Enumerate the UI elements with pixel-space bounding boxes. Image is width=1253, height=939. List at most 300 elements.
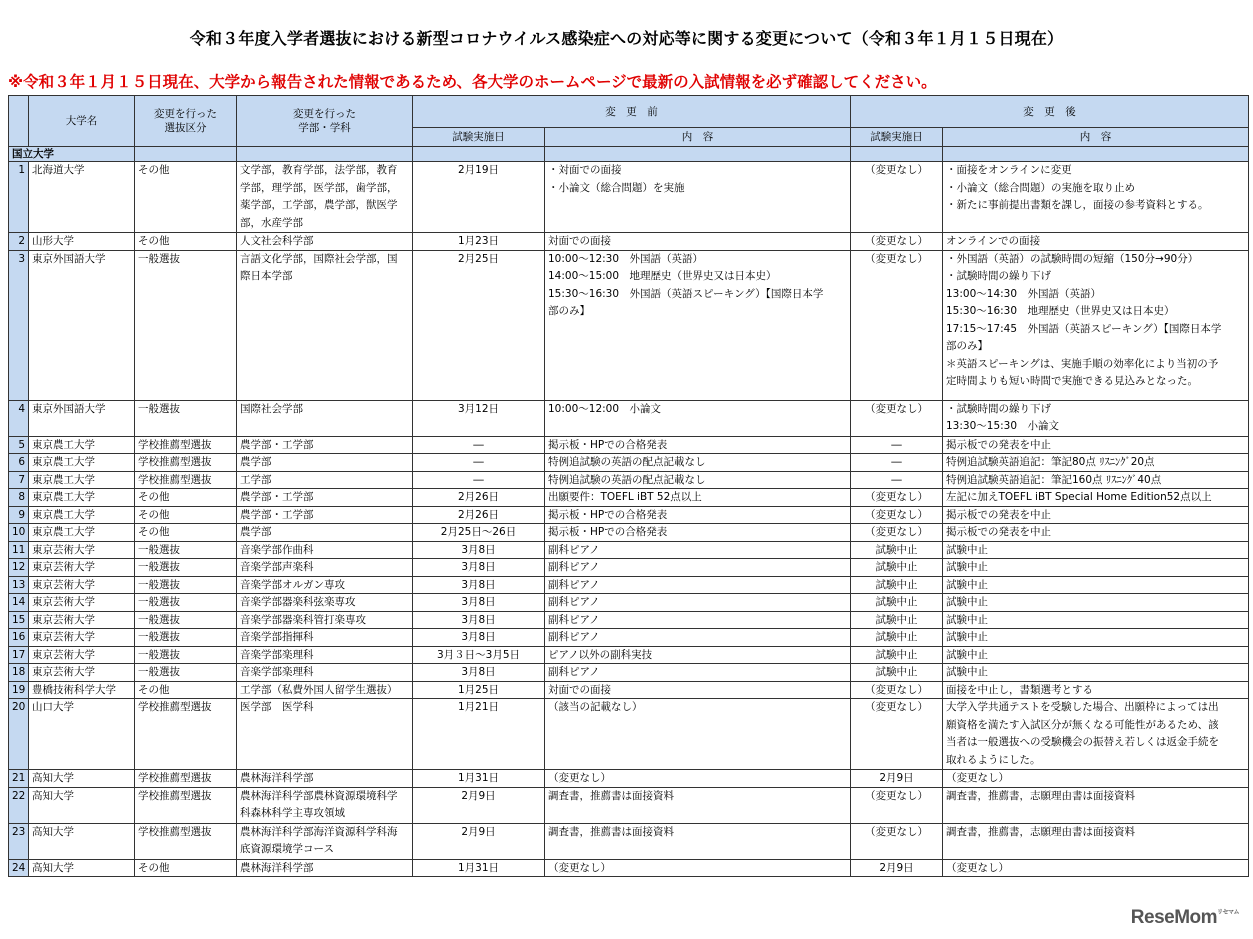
content-after-line: 掲示板での発表を中止 xyxy=(946,508,1051,521)
date-after: （変更なし） xyxy=(851,787,943,823)
date-before: ― xyxy=(413,436,545,454)
content-after xyxy=(943,859,1249,877)
university-name: 東京芸術大学 xyxy=(29,611,135,629)
date-after: ― xyxy=(851,471,943,489)
content-after xyxy=(943,664,1249,682)
content-after xyxy=(943,646,1249,664)
content-after xyxy=(943,506,1249,524)
selection-category: 一般選抜 xyxy=(135,646,237,664)
university-name: 東京農工大学 xyxy=(29,524,135,542)
date-before: 1月31日 xyxy=(413,859,545,877)
faculty xyxy=(237,559,413,577)
date-after: （変更なし） xyxy=(851,699,943,770)
faculty xyxy=(237,859,413,877)
content-before-line: 副科ピアノ xyxy=(548,561,600,573)
content-before-line: 対面での面接 xyxy=(548,683,611,696)
faculty-line: 音楽学部作曲科 xyxy=(240,543,314,556)
date-before: 3月8日 xyxy=(413,611,545,629)
content-before xyxy=(545,859,851,877)
header-category-line1: 変更を行った xyxy=(154,108,217,120)
row-number: 24 xyxy=(9,859,29,877)
faculty-line: 音楽学部楽理科 xyxy=(240,648,314,661)
row-number: 6 xyxy=(9,454,29,472)
date-after: （変更なし） xyxy=(851,506,943,524)
content-before xyxy=(545,233,851,251)
faculty-line: 際日本学部 xyxy=(240,270,293,282)
content-after-line: ・小論文（総合問題）の実施を取り止め xyxy=(946,181,1135,194)
row-number: 13 xyxy=(9,576,29,594)
date-after: （変更なし） xyxy=(851,400,943,436)
faculty xyxy=(237,611,413,629)
date-after: （変更なし） xyxy=(851,681,943,699)
row-number: 9 xyxy=(9,506,29,524)
table-row xyxy=(9,664,1249,682)
university-name: 東京芸術大学 xyxy=(29,541,135,559)
selection-category: 一般選抜 xyxy=(135,594,237,612)
date-after: ― xyxy=(851,454,943,472)
selection-category: その他 xyxy=(135,506,237,524)
row-number: 3 xyxy=(9,250,29,400)
university-name: 高知大学 xyxy=(29,787,135,823)
content-before xyxy=(545,524,851,542)
table-row xyxy=(9,233,1249,251)
header-content-after: 内 容 xyxy=(943,128,1249,147)
university-name: 東京芸術大学 xyxy=(29,576,135,594)
content-after-line: 左記に加えTOEFL iBT Special Home Edition52点以上 xyxy=(946,491,1212,503)
table-row xyxy=(9,559,1249,577)
content-before xyxy=(545,489,851,507)
faculty-line: 農林海洋科学部海洋資源科学科海 xyxy=(240,825,398,838)
content-after-line: ・面接をオンラインに変更 xyxy=(946,164,1072,176)
faculty-line: 音楽学部指揮科 xyxy=(240,631,314,643)
faculty xyxy=(237,541,413,559)
row-number: 18 xyxy=(9,664,29,682)
date-before: 2月19日 xyxy=(413,162,545,233)
university-name: 東京芸術大学 xyxy=(29,559,135,577)
content-after-line: 試験中止 xyxy=(946,613,988,626)
table-row xyxy=(9,699,1249,770)
faculty-line: 工学部 xyxy=(240,473,272,486)
content-before-line: 10:00～12:00 小論文 xyxy=(548,402,662,415)
row-number: 10 xyxy=(9,524,29,542)
content-before-line: 特例追試験の英語の配点記載なし xyxy=(548,473,706,486)
selection-category: 一般選抜 xyxy=(135,400,237,436)
content-after-line: 取れるようにした。 xyxy=(946,753,1041,766)
selection-category: 一般選抜 xyxy=(135,611,237,629)
faculty-line: 農林海洋科学部農林資源環境科学 xyxy=(240,789,398,802)
content-after xyxy=(943,681,1249,699)
content-after-line: 定時間よりも短い時間で実施できる見込みとなった。 xyxy=(946,375,1198,387)
faculty-line: 農学部 xyxy=(240,456,272,468)
faculty-line: 文学部，教育学部，法学部，教育 xyxy=(240,164,398,176)
content-after-line: 面接を中止し，書類選考とする xyxy=(946,683,1093,696)
content-after-line: ・新たに事前提出書類を課し，面接の参考資料とする。 xyxy=(946,199,1209,211)
selection-category: 一般選抜 xyxy=(135,664,237,682)
content-before xyxy=(545,454,851,472)
table-row xyxy=(9,646,1249,664)
selection-category: 一般選抜 xyxy=(135,250,237,400)
date-after: 試験中止 xyxy=(851,646,943,664)
content-before xyxy=(545,250,851,400)
faculty xyxy=(237,594,413,612)
table-row xyxy=(9,524,1249,542)
date-after: 試験中止 xyxy=(851,594,943,612)
selection-category: その他 xyxy=(135,859,237,877)
content-after-line: 13:30～15:30 小論文 xyxy=(946,420,1060,432)
row-number: 22 xyxy=(9,787,29,823)
table-row xyxy=(9,629,1249,647)
content-before xyxy=(545,559,851,577)
university-name: 山形大学 xyxy=(29,233,135,251)
faculty-line: 農林海洋科学部 xyxy=(240,861,314,874)
content-after xyxy=(943,162,1249,233)
content-before-line: 部のみ】 xyxy=(548,305,590,317)
content-after xyxy=(943,400,1249,436)
table-row xyxy=(9,400,1249,436)
date-before: 1月31日 xyxy=(413,770,545,788)
faculty-line: 農林海洋科学部 xyxy=(240,772,314,784)
faculty xyxy=(237,436,413,454)
date-after: 2月9日 xyxy=(851,859,943,877)
content-before xyxy=(545,436,851,454)
faculty xyxy=(237,162,413,233)
content-after xyxy=(943,524,1249,542)
content-after xyxy=(943,770,1249,788)
date-after: 試験中止 xyxy=(851,576,943,594)
header-after: 変 更 後 xyxy=(851,96,1249,128)
faculty-line: 科森林科学主専攻領域 xyxy=(240,807,345,819)
row-number: 12 xyxy=(9,559,29,577)
content-after xyxy=(943,436,1249,454)
date-after: （変更なし） xyxy=(851,524,943,542)
row-number: 11 xyxy=(9,541,29,559)
content-after-line: 大学入学共通テストを受験した場合、出願枠によっては出 xyxy=(946,701,1219,713)
faculty-line: 農学部・工学部 xyxy=(240,491,314,503)
selection-category: 学校推薦型選抜 xyxy=(135,699,237,770)
row-number: 5 xyxy=(9,436,29,454)
date-after: （変更なし） xyxy=(851,250,943,400)
header-category-line2: 選抜区分 xyxy=(164,122,207,134)
faculty-line: 人文社会科学部 xyxy=(240,235,314,247)
university-name: 東京農工大学 xyxy=(29,489,135,507)
content-after xyxy=(943,233,1249,251)
content-after xyxy=(943,787,1249,823)
university-name: 高知大学 xyxy=(29,823,135,859)
page-title: 令和３年度入学者選抜における新型コロナウイルス感染症への対応等に関する変更について（令和３年１月１５日現在） xyxy=(189,29,1064,48)
content-after-line: 15:30～16:30 地理歴史（世界史又は日本史） xyxy=(946,305,1175,317)
content-after-line: 特例追試験英語追記：筆記160点 ﾘｽﾆﾝｸﾞ40点 xyxy=(946,473,1162,486)
selection-category: 学校推薦型選抜 xyxy=(135,436,237,454)
date-before: 1月21日 xyxy=(413,699,545,770)
content-before-line: 調査書，推薦書は面接資料 xyxy=(548,825,674,838)
date-after: （変更なし） xyxy=(851,823,943,859)
table-row xyxy=(9,454,1249,472)
date-before: 2月26日 xyxy=(413,489,545,507)
row-number: 8 xyxy=(9,489,29,507)
table-row xyxy=(9,611,1249,629)
header-index xyxy=(9,96,29,147)
selection-category: 学校推薦型選抜 xyxy=(135,471,237,489)
date-after: （変更なし） xyxy=(851,162,943,233)
content-after-line: 願資格を満たす入試区分が無くなる可能性があるため、該 xyxy=(946,718,1219,731)
row-number: 23 xyxy=(9,823,29,859)
table-row xyxy=(9,787,1249,823)
faculty xyxy=(237,233,413,251)
date-before: 3月8日 xyxy=(413,664,545,682)
content-after xyxy=(943,541,1249,559)
content-before xyxy=(545,471,851,489)
faculty xyxy=(237,681,413,699)
selection-category: 学校推薦型選抜 xyxy=(135,787,237,823)
selection-category: その他 xyxy=(135,233,237,251)
content-before xyxy=(545,162,851,233)
faculty xyxy=(237,699,413,770)
section-label: 国立大学 xyxy=(9,147,135,162)
table-row xyxy=(9,770,1249,788)
content-before-line: ピアノ以外の副科実技 xyxy=(548,648,653,661)
faculty xyxy=(237,787,413,823)
date-before: 2月9日 xyxy=(413,787,545,823)
content-after xyxy=(943,250,1249,400)
date-before: 1月23日 xyxy=(413,233,545,251)
faculty-line: 言語文化学部，国際社会学部，国 xyxy=(240,252,398,265)
date-after: 試験中止 xyxy=(851,611,943,629)
content-before-line: 14:00～15:00 地理歴史（世界史又は日本史） xyxy=(548,270,777,282)
faculty-line: 音楽学部器楽科管打楽専攻 xyxy=(240,613,366,626)
content-before-line: 副科ピアノ xyxy=(548,613,600,626)
content-before xyxy=(545,699,851,770)
selection-category: 学校推薦型選抜 xyxy=(135,823,237,859)
content-before-line: 調査書，推薦書は面接資料 xyxy=(548,789,674,802)
faculty-line: 部，水産学部 xyxy=(240,216,303,229)
faculty xyxy=(237,471,413,489)
row-number: 21 xyxy=(9,770,29,788)
content-after-line: ＊英語スピーキングは、実施手順の効率化により当初の予 xyxy=(946,357,1219,370)
header-before: 変 更 前 xyxy=(413,96,851,128)
date-after: ― xyxy=(851,436,943,454)
table-row xyxy=(9,489,1249,507)
logo-text: ReseMom xyxy=(1130,907,1218,928)
university-name: 山口大学 xyxy=(29,699,135,770)
selection-category: 一般選抜 xyxy=(135,541,237,559)
content-before-line: 15:30～16:30 外国語（英語スピーキング）【国際日本学 xyxy=(548,287,824,300)
faculty xyxy=(237,400,413,436)
faculty xyxy=(237,629,413,647)
table-row xyxy=(9,576,1249,594)
faculty-line: 農学部・工学部 xyxy=(240,438,314,451)
content-after-line: （変更なし） xyxy=(946,861,1009,874)
content-before xyxy=(545,576,851,594)
university-name: 豊橋技術科学大学 xyxy=(29,681,135,699)
table-row xyxy=(9,859,1249,877)
row-number: 7 xyxy=(9,471,29,489)
content-after-line: 17:15～17:45 外国語（英語スピーキング）【国際日本学 xyxy=(946,322,1222,335)
content-after-line: ・試験時間の繰り下げ xyxy=(946,270,1051,282)
content-before-line: 対面での面接 xyxy=(548,235,611,247)
date-before: 3月8日 xyxy=(413,559,545,577)
university-name: 高知大学 xyxy=(29,770,135,788)
content-after-line: 掲示板での発表を中止 xyxy=(946,526,1051,538)
row-number: 4 xyxy=(9,400,29,436)
content-after-line: 調査書，推薦書，志願理由書は面接資料 xyxy=(946,789,1135,802)
faculty-line: 音楽学部楽理科 xyxy=(240,666,314,678)
content-before xyxy=(545,770,851,788)
date-after: （変更なし） xyxy=(851,489,943,507)
date-before: 3月8日 xyxy=(413,629,545,647)
changes-table xyxy=(8,95,1249,877)
date-before: 2月25日 xyxy=(413,250,545,400)
content-before xyxy=(545,787,851,823)
content-before-line: 副科ピアノ xyxy=(548,543,600,556)
faculty xyxy=(237,524,413,542)
content-after xyxy=(943,471,1249,489)
content-before-line: （変更なし） xyxy=(548,772,611,784)
content-after-line: 試験中止 xyxy=(946,561,988,573)
date-before: 2月26日 xyxy=(413,506,545,524)
content-before-line: 掲示板・HPでの合格発表 xyxy=(548,508,668,521)
selection-category: 一般選抜 xyxy=(135,629,237,647)
content-after-line: 掲示板での発表を中止 xyxy=(946,438,1051,451)
table-row xyxy=(9,162,1249,233)
university-name: 東京農工大学 xyxy=(29,506,135,524)
content-before-line: 掲示板・HPでの合格発表 xyxy=(548,438,668,451)
university-name: 東京農工大学 xyxy=(29,454,135,472)
content-before-line: 特例追試験の英語の配点記載なし xyxy=(548,456,706,468)
university-name: 東京農工大学 xyxy=(29,471,135,489)
date-before: 3月8日 xyxy=(413,594,545,612)
selection-category: その他 xyxy=(135,162,237,233)
selection-category: その他 xyxy=(135,489,237,507)
university-name: 東京芸術大学 xyxy=(29,594,135,612)
content-after-line: 試験中止 xyxy=(946,666,988,678)
faculty xyxy=(237,576,413,594)
header-faculty-line1: 変更を行った xyxy=(293,108,356,120)
content-after-line: 当者は一般選抜への受験機会の振替え若しくは返金手続を xyxy=(946,736,1219,748)
content-after xyxy=(943,611,1249,629)
university-name: 北海道大学 xyxy=(29,162,135,233)
date-before: 3月8日 xyxy=(413,576,545,594)
content-before xyxy=(545,541,851,559)
content-after xyxy=(943,699,1249,770)
content-before-line: 出願要件：TOEFL iBT 52点以上 xyxy=(548,491,702,503)
content-before xyxy=(545,664,851,682)
content-after xyxy=(943,629,1249,647)
faculty xyxy=(237,454,413,472)
faculty xyxy=(237,250,413,400)
selection-category: 学校推薦型選抜 xyxy=(135,770,237,788)
row-number: 20 xyxy=(9,699,29,770)
content-after-line: 試験中止 xyxy=(946,578,988,591)
date-after: 試験中止 xyxy=(851,559,943,577)
content-after-line: 試験中止 xyxy=(946,648,988,661)
content-after-line: オンラインでの面接 xyxy=(946,235,1041,247)
row-number: 15 xyxy=(9,611,29,629)
selection-category: 一般選抜 xyxy=(135,559,237,577)
row-number: 2 xyxy=(9,233,29,251)
content-before xyxy=(545,823,851,859)
content-after-line: 13:00～14:30 外国語（英語） xyxy=(946,287,1102,300)
faculty xyxy=(237,506,413,524)
faculty-line: 音楽学部声楽科 xyxy=(240,561,314,573)
logo-tag: リセマム xyxy=(1217,910,1239,916)
content-before-line: 副科ピアノ xyxy=(548,631,600,643)
header-faculty-line2: 学部・学科 xyxy=(298,122,351,134)
content-before-line: ・小論文（総合問題）を実施 xyxy=(548,181,685,194)
faculty xyxy=(237,489,413,507)
row-number: 16 xyxy=(9,629,29,647)
date-before: 3月8日 xyxy=(413,541,545,559)
content-before xyxy=(545,646,851,664)
header-content-before: 内 容 xyxy=(545,128,851,147)
faculty-line: 農学部 xyxy=(240,526,272,538)
faculty xyxy=(237,823,413,859)
content-after-line: （変更なし） xyxy=(946,772,1009,784)
selection-category: 一般選抜 xyxy=(135,576,237,594)
row-number: 14 xyxy=(9,594,29,612)
date-before: ― xyxy=(413,454,545,472)
content-after xyxy=(943,594,1249,612)
content-after xyxy=(943,489,1249,507)
date-after: 試験中止 xyxy=(851,629,943,647)
faculty xyxy=(237,664,413,682)
faculty-line: 音楽学部オルガン専攻 xyxy=(240,578,345,591)
selection-category: 学校推薦型選抜 xyxy=(135,454,237,472)
university-name: 東京外国語大学 xyxy=(29,400,135,436)
faculty-line: 工学部（私費外国人留学生選抜） xyxy=(240,683,398,696)
university-name: 東京芸術大学 xyxy=(29,629,135,647)
university-name: 東京農工大学 xyxy=(29,436,135,454)
content-after-line: 試験中止 xyxy=(946,631,988,643)
content-before-line: （該当の記載なし） xyxy=(548,701,643,713)
date-after: （変更なし） xyxy=(851,233,943,251)
table-row xyxy=(9,471,1249,489)
content-after-line: 特例追試験英語追記：筆記80点 ﾘｽﾆﾝｸﾞ20点 xyxy=(946,456,1155,468)
table-row xyxy=(9,506,1249,524)
resemom-logo xyxy=(1131,907,1239,929)
content-after-line: ・試験時間の繰り下げ xyxy=(946,402,1051,415)
content-after-line: 試験中止 xyxy=(946,596,988,608)
header-date-after: 試験実施日 xyxy=(851,128,943,147)
row-number: 19 xyxy=(9,681,29,699)
university-name: 東京芸術大学 xyxy=(29,664,135,682)
header-university: 大学名 xyxy=(29,96,135,147)
faculty-line: 学部，理学部，医学部，歯学部， xyxy=(240,181,398,194)
content-before-line: 掲示板・HPでの合格発表 xyxy=(548,526,668,538)
table-row xyxy=(9,250,1249,400)
university-name: 東京外国語大学 xyxy=(29,250,135,400)
date-after: 試験中止 xyxy=(851,664,943,682)
table-row xyxy=(9,541,1249,559)
content-before xyxy=(545,629,851,647)
date-after: 2月9日 xyxy=(851,770,943,788)
content-after-line: 試験中止 xyxy=(946,543,988,556)
faculty-line: 医学部 医学科 xyxy=(240,701,314,713)
content-before xyxy=(545,594,851,612)
university-name: 高知大学 xyxy=(29,859,135,877)
content-after-line: ・外国語（英語）の試験時間の短縮（150分→90分） xyxy=(946,252,1199,265)
faculty-line: 薬学部，工学部，農学部，獣医学 xyxy=(240,199,398,211)
date-after: 試験中止 xyxy=(851,541,943,559)
faculty-line: 底資源環境学コース xyxy=(240,843,334,855)
content-after xyxy=(943,576,1249,594)
content-before-line: 副科ピアノ xyxy=(548,596,600,608)
content-before-line: 副科ピアノ xyxy=(548,666,600,678)
content-after xyxy=(943,823,1249,859)
content-before-line: 10:00～12:30 外国語（英語） xyxy=(548,252,704,265)
content-after xyxy=(943,559,1249,577)
faculty-line: 農学部・工学部 xyxy=(240,508,314,521)
table-row xyxy=(9,594,1249,612)
